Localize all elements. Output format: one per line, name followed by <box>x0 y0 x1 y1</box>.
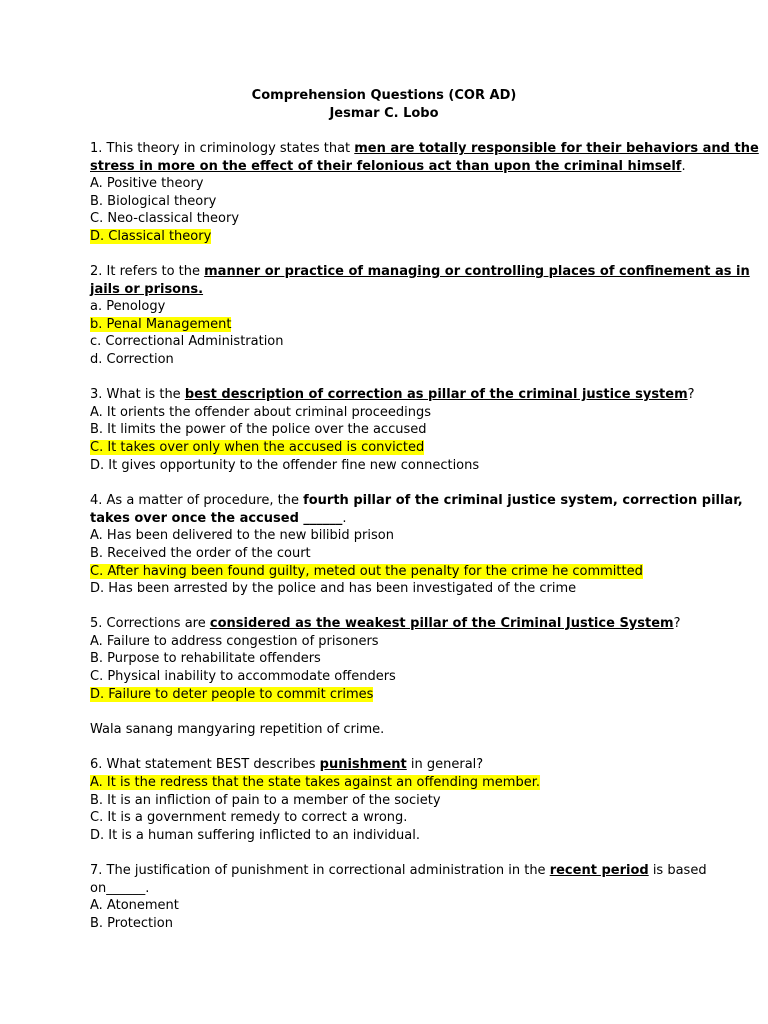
option: B. It limits the power of the police over the accused <box>90 422 427 437</box>
key-phrase: considered as the weakest pillar of the Criminal Justice System <box>209 616 674 631</box>
key-phrase: fourth pillar of the criminal justice system, correction pillar, <box>303 493 743 508</box>
option-correct <box>90 228 678 246</box>
answer-highlight: C. It takes over only when the accused is convicted <box>90 440 425 455</box>
option: d. Correction <box>90 352 174 367</box>
key-phrase: takes over once the accused ______ <box>90 511 343 526</box>
option: A. Has been delivered to the new bilibid prison <box>90 528 394 543</box>
answer-highlight: C. After having been found guilty, meted out the penalty for the crime he committed <box>90 564 643 579</box>
option: a. Penology <box>90 299 166 314</box>
option-correct <box>90 774 678 792</box>
question-stem: 2. It refers to the manner or practice of managing or controlling places of confinement as in <box>90 264 750 279</box>
key-phrase: stress in more on the effect of their felonious act than upon the criminal himself <box>90 159 682 174</box>
option: A. It orients the offender about criminal proceedings <box>90 405 431 420</box>
key-phrase: manner or practice of managing or controlling places of confinement as in <box>204 264 750 279</box>
option: C. Physical inability to accommodate offenders <box>90 669 396 684</box>
option: c. Correctional Administration <box>90 334 284 349</box>
question-stem-cont: on______. <box>90 881 150 896</box>
question-stem-cont: stress in more on the effect of their felonious act than upon the criminal himself. <box>90 159 686 174</box>
key-phrase: men are totally responsible for their behaviors and the <box>354 141 759 156</box>
option: C. It is a government remedy to correct a wrong. <box>90 810 408 825</box>
question-stem: 6. What statement BEST describes punishment in general? <box>90 757 484 772</box>
option: D. It is a human suffering inflicted to an individual. <box>90 828 421 843</box>
option-correct <box>90 563 678 581</box>
key-phrase: recent period <box>549 863 649 878</box>
question-stem: 3. What is the best description of correction as pillar of the criminal justice system? <box>90 387 695 402</box>
key-phrase: punishment <box>319 757 407 772</box>
option: A. Positive theory <box>90 176 204 191</box>
option: B. Protection <box>90 916 173 931</box>
question-stem: 4. As a matter of procedure, the fourth pillar of the criminal justice system, correction pillar, <box>90 493 743 508</box>
question-stem-cont: takes over once the accused ______. <box>90 511 347 526</box>
answer-highlight: A. It is the redress that the state takes against an offending member. <box>90 775 540 790</box>
answer-highlight: D. Failure to deter people to commit crimes <box>90 687 374 702</box>
note-text: Wala sanang mangyaring repetition of crime. <box>90 722 385 737</box>
option: A. Failure to address congestion of prisoners <box>90 634 379 649</box>
question-stem: 1. This theory in criminology states that men are totally responsible for their behaviors and the <box>90 141 759 156</box>
option: B. Purpose to rehabilitate offenders <box>90 651 321 666</box>
key-phrase: best description of correction as pillar of the criminal justice system <box>184 387 688 402</box>
answer-highlight: D. Classical theory <box>90 229 212 244</box>
answer-highlight: b. Penal Management <box>90 317 232 332</box>
option: D. It gives opportunity to the offender fine new connections <box>90 458 480 473</box>
option: B. Received the order of the court <box>90 546 311 561</box>
option-correct <box>90 316 678 334</box>
option: A. Atonement <box>90 898 179 913</box>
option: D. Has been arrested by the police and has been investigated of the crime <box>90 581 577 596</box>
question-stem: 7. The justification of punishment in correctional administration in the recent period is based <box>90 863 707 878</box>
document-author: Jesmar C. Lobo <box>329 106 439 121</box>
option-correct <box>90 686 678 704</box>
option-correct <box>90 439 678 457</box>
option: B. It is an infliction of pain to a member of the society <box>90 793 441 808</box>
option: B. Biological theory <box>90 194 217 209</box>
document-title: Comprehension Questions (COR AD) <box>251 88 517 103</box>
key-phrase: jails or prisons. <box>90 282 204 297</box>
question-stem: 5. Corrections are considered as the weakest pillar of the Criminal Justice System? <box>90 616 681 631</box>
question-stem-cont <box>90 281 678 299</box>
option: C. Neo-classical theory <box>90 211 240 226</box>
